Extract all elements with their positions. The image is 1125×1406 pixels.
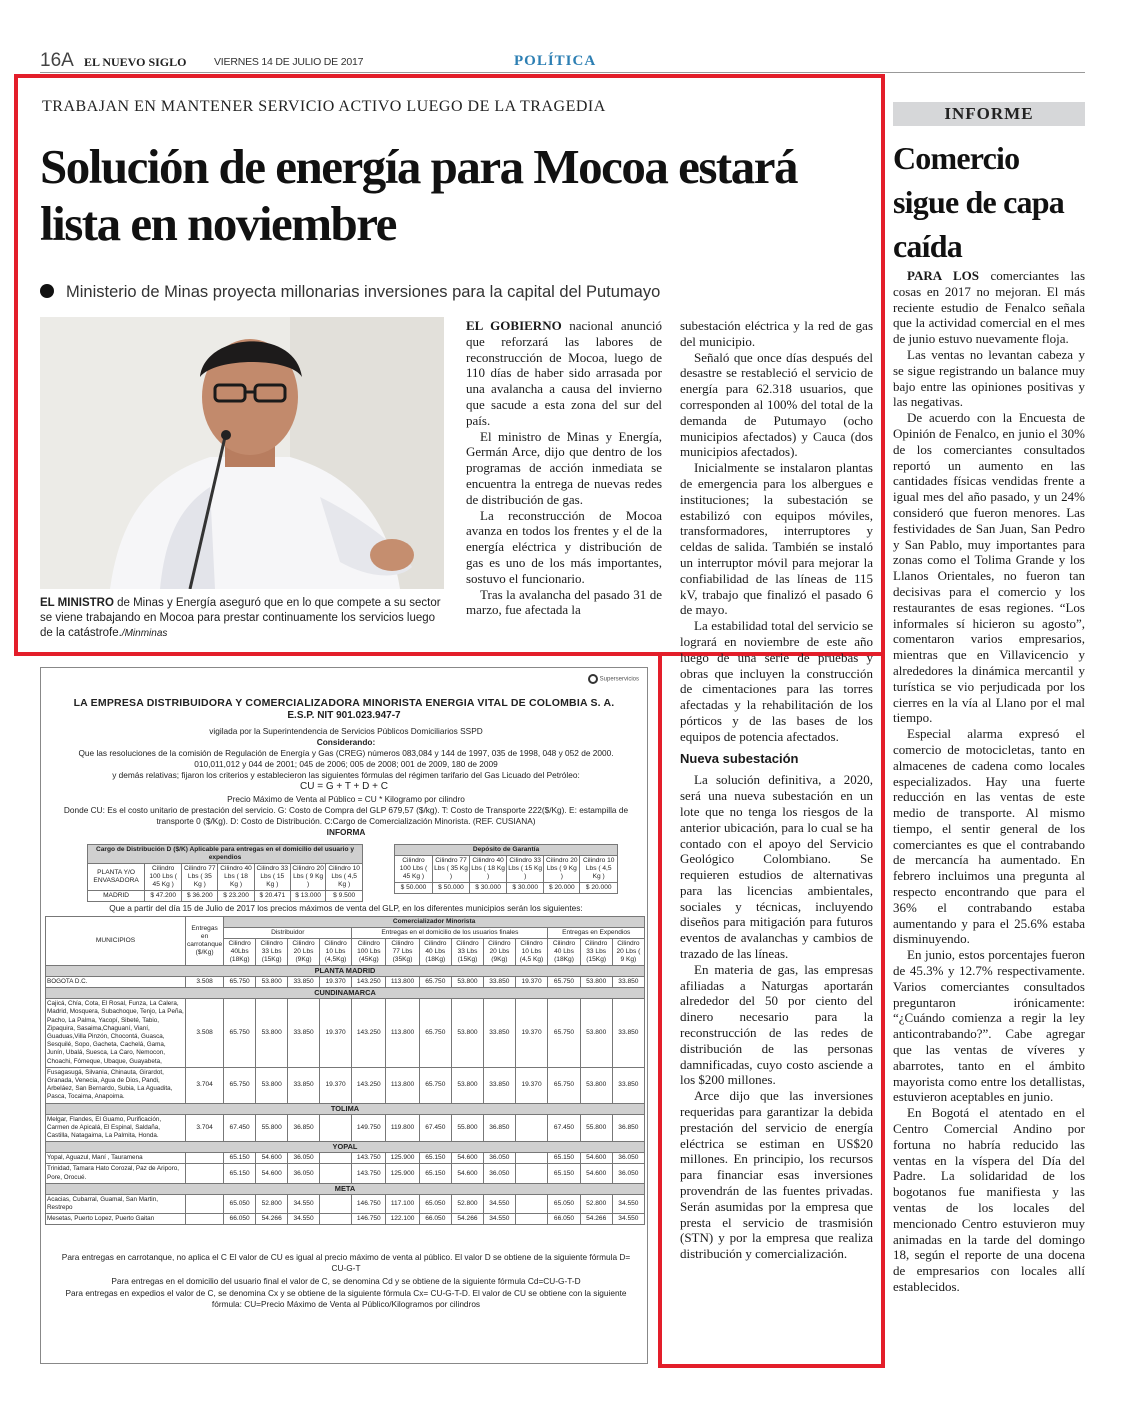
table-cell: 33.850: [288, 977, 320, 988]
table-cell: Trinidad, Tamara Hato Corozal, Paz de Ariporo, Pore, Orocué.: [46, 1164, 186, 1183]
table-cell: 143.750: [352, 1153, 386, 1164]
table-cell: Cilindro 10 Lbs ( 4,5 Kg ): [580, 856, 618, 883]
paragraph: La reconstrucción de Mocoa avanza en todos los frentes y el de la energía eléctrica y distribución de gas es uno de los más importantes, sostuvo el funcionario.: [466, 507, 662, 586]
table-cell: 67.450: [224, 1114, 256, 1142]
table-cell: Cilindro 33 Lbs (15Kg): [451, 939, 483, 966]
table-cell: Yopal, Aguazul, Maní , Tauramena: [46, 1153, 186, 1164]
paragraph: La solución definitiva, a 2020, será una nueva subestación en un lote que no tenga los riesgos de la anterior ubicación, para lo cual se ha contado con el apoyo del Servicio Geológico Colombiano. Se requieren estudios de alternativas para las licencias ambientales, sociales y técnicas, incluyendo diseños para mitigación para futuros eventos de avalanchas y cambios de trazado de las líneas.: [680, 772, 873, 962]
table-section-row: [46, 1103, 645, 1114]
price-table: [45, 916, 645, 1225]
table-cell: 143.750: [352, 1164, 386, 1183]
table-cell: [319, 1214, 351, 1225]
table-cell: [186, 1153, 224, 1164]
table-cell: [515, 1214, 548, 1225]
paragraph: [893, 268, 1085, 347]
table-cell: $ 20.000: [580, 883, 618, 894]
table-cell: 34.550: [288, 1214, 320, 1225]
table-cell: 19.370: [515, 999, 548, 1068]
table-cell: 53.800: [580, 977, 612, 988]
table-cell: 19.370: [319, 977, 351, 988]
paragraph: Las ventas no levantan cabeza y se sigue registrando un balance muy bajo entre las opiniones positivas y las negativas.: [893, 346, 1085, 410]
table-cell: 65.750: [224, 999, 256, 1068]
table-cell: Cilindro 40Lbs (18Kg): [224, 939, 256, 966]
table-cell: 33.850: [484, 977, 516, 988]
table-cell: 113.800: [386, 977, 419, 988]
table-cell: 36.050: [288, 1164, 320, 1183]
table-cell: 54.266: [256, 1214, 288, 1225]
table-cell: YOPAL: [46, 1142, 645, 1153]
table-row: [46, 977, 645, 988]
table-row: [46, 1214, 645, 1225]
table-section-row: [46, 966, 645, 977]
table-cell: 119.800: [386, 1114, 419, 1142]
table-header: MUNICIPIOS: [46, 917, 186, 966]
table-cell: 34.550: [484, 1194, 516, 1213]
table-cell: Cilindro 20 Lbs ( 9 Kg): [612, 939, 644, 966]
table-header: Depósito de Garantía: [395, 845, 618, 856]
table-cell: Fusagasugá, Silvania, Chinauta, Girardot, Granada, Venecia, Agua de Dios, Pandi, Arbeláez, San Bernardo, Subia, La Aguadita, Pasca, Tocaima, Anapoima.: [46, 1067, 186, 1103]
paragraph: Especial alarma expresó el comercio de motocicletas, tanto en almacenes de cadena como locales especializados. Hay una fuerte reducción en las ventas de este medio de transporte. Al mismo tiempo, el sentir general de los comerciantes es que el contrabando de mercancía ha aumentado. En febrero incluimos una pregunta al respecto encontrando que para el 36% el contrabando estaba aumentando y para el 25.6% estaba disminuyendo.: [893, 726, 1085, 947]
paper-name: EL NUEVO SIGLO: [84, 55, 187, 69]
table-cell: [515, 1194, 548, 1213]
table-cell: [515, 1164, 548, 1183]
table-cell: 65.050: [548, 1194, 580, 1213]
table-cell: Cilindro 33 Lbs ( 15 Kg ): [254, 864, 290, 891]
paragraph: En materia de gas, las empresas afiliadas a Naturgas aportarán alrededor del 50 por ciento del dinero necesario para la reconstrucción de las redes de distribución de las personas damnificadas, cuyo costo asciende a los $200 millones.: [680, 961, 873, 1088]
table-cell: CUNDINAMARCA: [46, 988, 645, 999]
table-cell: Cilindro 100 Lbs ( 45 Kg ): [145, 864, 182, 891]
table-cell: META: [46, 1183, 645, 1194]
table-header: Entregas en Expendios: [548, 928, 645, 939]
table-cell: 3.508: [186, 977, 224, 988]
table-cell: Cilindro 77 Lbs ( 35 Kg ): [182, 864, 218, 891]
table-header: Entregas en carrotanque ($/Kg): [186, 917, 224, 966]
table-cell: 55.800: [451, 1114, 483, 1142]
table-cell: 65.050: [419, 1194, 451, 1213]
table-cell: 52.800: [451, 1194, 483, 1213]
caption-credit: /Minminas: [121, 628, 168, 639]
table-cell: Cilindro 40 Lbs (18Kg): [419, 939, 451, 966]
notice-intro-table: Que a partir del día 15 de Julio de 2017 los precios máximos de venta del GLP, en los diferentes municipios serán los siguientes:: [109, 903, 583, 913]
paper-date: VIERNES 14 DE JULIO DE 2017: [214, 56, 364, 68]
table-cell: 65.750: [419, 999, 451, 1068]
informe-label: INFORME: [893, 102, 1085, 126]
table-cell: 113.800: [386, 1067, 419, 1103]
notice-que: Que las resoluciones de la comisión de Regulación de Energía y Gas (CREG) números 083,084 y 144 de 1997, 035 de 1998, 048 y 052 de 2000. 010,011,012 y 044 de 2001; 045 de 2006; 005 de 2008; 001 de 2009, 180 de 2009: [78, 748, 614, 769]
notice-foot-1: Para entregas en carrotanque, no aplica el C El valor de CU es igual al precio máximo de venta al público. El valor D se obtiene de la siguiente fórmula D= CU-G-T: [61, 1252, 631, 1273]
table-cell: [186, 1194, 224, 1213]
paragraph: Arce dijo que las inversiones requeridas para garantizar la debida prestación del servicio de energía eléctrica se estiman en US$20 millones. En principio, los recursos para financiar esas inversiones provendrán de las fuentes privadas. Serán asumidas por la empresa que presta el servicio de trasmisión (STN) y por la empresa que realiza distribución y comercialización.: [680, 1088, 873, 1262]
table-cell: $ 30.000: [507, 883, 544, 894]
table-cell: [515, 1114, 548, 1142]
table-cell: 19.370: [515, 977, 548, 988]
table-cell: 52.800: [580, 1194, 612, 1213]
notice-foot-2: Para entregas en el domicilio del usuario final el valor de C, se denomina Cd y se obtiene de la siguiente fórmula Cd=CU-G-T-D: [111, 1276, 581, 1286]
table-cell: [319, 1153, 351, 1164]
table-cell: 66.050: [224, 1214, 256, 1225]
table-cell: Cilindro 100 Lbs ( 45 Kg ): [395, 856, 433, 883]
table-cell: Cilindro 20 Lbs ( 9 Kg ): [544, 856, 580, 883]
paragraph: El ministro de Minas y Energía, Germán Arce, dijo que dentro de los programas de acción inmediata se encuentra la entrega de nuevas redes de distribución de gas.: [466, 428, 662, 507]
table-cell: Cajicá, Chía, Cota, El Rosal, Funza, La Calera, Madrid, Mosquera, Subachoque, Tenjo, La Peña, Pacho, La Palma, Yacopí, Sibeté, Tabio, Zipaquira, Sasaima,Chaguaní, Vianí, Guaduas,Villa Pinzón, Chocontá, Guasca, Sesquilé, Sopo, Gacheta, Cachelá, Gama, Junín, Ubalá, Suesca, La Caro, Nemocon, Choachi, Fómeque, Ubaque, Guayabeta,: [46, 999, 186, 1068]
table-cell: $ 13.000: [290, 891, 325, 902]
lead-in: PARA LOS: [907, 268, 979, 283]
notice-formula: CU = G + T + D + C: [300, 781, 388, 792]
page-header: [40, 50, 1085, 72]
table-cell: Cilindro 33 Lbs (15Kg): [580, 939, 612, 966]
paragraph-text: comerciantes las cosas en 2017 no mejoran. El más reciente estudio de Fenalco señala que la actividad comercial en el mes de junio estuvo nuevamente floja.: [893, 268, 1085, 347]
table-cell: 19.370: [515, 1067, 548, 1103]
table-cell: 143.250: [352, 1067, 386, 1103]
table-cell: 19.370: [319, 999, 351, 1068]
table-cell: 66.050: [548, 1214, 580, 1225]
table-row: [46, 1067, 645, 1103]
table-cell: BOGOTA D.C.: [46, 977, 186, 988]
table-cell: 54.600: [256, 1164, 288, 1183]
table-cell: [319, 1194, 351, 1213]
table-cell: Cilindro 40 Lbs ( 18 Kg ): [218, 864, 254, 891]
table-row: [46, 1194, 645, 1213]
table-cell: [319, 1114, 351, 1142]
caption-lead: EL MINISTRO: [40, 597, 114, 609]
table-cell: $ 50.000: [395, 883, 433, 894]
table-cell: 33.850: [612, 977, 644, 988]
sidebar-column: [893, 268, 1085, 1295]
subheading: Nueva subestación: [680, 750, 799, 766]
article-headline: Solución de energía para Mocoa estará lista en noviembre: [40, 139, 797, 251]
article-column-1: [466, 318, 662, 618]
table-cell: 33.850: [288, 999, 320, 1068]
table-cell: 65.750: [224, 1067, 256, 1103]
table-cell: 36.050: [612, 1164, 644, 1183]
table-cell: 65.150: [224, 1164, 256, 1183]
notice-donde: Donde CU: Es el costo unitario de prestación del servicio. G: Costo de Compra del GLP 679,57 ($/kg). T: Costo de Transporte 222($/Kg). E: estampilla de transporte 0 ($/Kg). D: Costo de Distribución. C:Cargo de Comercialización Minorista. (REF. CUSIANA): [63, 805, 629, 826]
table-cell: 53.800: [256, 999, 288, 1068]
table-cell: 65.150: [224, 1153, 256, 1164]
table-cell: 53.800: [256, 977, 288, 988]
notice-nit: E.S.P. NIT 901.023.947-7: [287, 710, 401, 721]
table-cell: Cilindro 20 Lbs ( 9 Kg ): [290, 864, 325, 891]
legal-notice: [40, 667, 648, 1364]
table-cell: 53.800: [451, 977, 483, 988]
table-cell: 54.600: [580, 1164, 612, 1183]
table-cell: 65.150: [419, 1153, 451, 1164]
header-rule: [40, 72, 1085, 73]
table-cell: 34.550: [484, 1214, 516, 1225]
paragraph-text: nacional anunció que reforzará las labores de reconstrucción de Mocoa, luego de 110 días de haber sido arrasada por una avalancha a causa del invierno que sacude a esta zona del sur del país.: [466, 318, 663, 428]
table-row: [46, 1153, 645, 1164]
paragraph: En Bogotá el atentado en el Centro Comercial Andino por fortuna no habría reducido las ventas en la víspera del Día del Padre. La solidaridad de los bogotanos fue manifiesta y las ventas de los locales del mencionado Centro estuvieron muy animadas en la tarde del domingo 18, según el reporte de una docena de empresarios con locales allí establecidos.: [893, 1105, 1085, 1294]
table-header: Entregas en el domicilio de los usuarios finales: [352, 928, 548, 939]
table-cell: [186, 1214, 224, 1225]
table-cell: Acacias, Cubarral, Guamal, San Martin, Restrepo: [46, 1194, 186, 1213]
table-cell: 52.800: [256, 1194, 288, 1213]
table-cell: [319, 1164, 351, 1183]
table-cell: 54.600: [451, 1164, 483, 1183]
table-cell: MADRID: [88, 891, 145, 902]
table-cell: 65.150: [548, 1153, 580, 1164]
bullet-icon: [40, 284, 54, 298]
table-cell: $ 30.000: [470, 883, 507, 894]
table-cell: 65.150: [548, 1164, 580, 1183]
logo-text: Superservicios: [599, 676, 639, 683]
table-cell: 34.550: [288, 1194, 320, 1213]
table-cell: 34.550: [612, 1214, 644, 1225]
table-cell: Cilindro 33 Lbs ( 15 Kg ): [507, 856, 544, 883]
table-cell: 53.800: [580, 999, 612, 1068]
paragraph: Señaló que once días después del desastre se restableció el servicio de energía para 62.318 usuarios, que corresponden al 100% del total de la demanda de Putumayo (ocho municipios afectados) y Cauca (dos municipios afectados).: [680, 349, 873, 460]
table-cell: 54.600: [451, 1153, 483, 1164]
table-cell: 33.850: [484, 999, 516, 1068]
table-cell: 143.250: [352, 999, 386, 1068]
table-cell: 54.600: [256, 1153, 288, 1164]
table-cell: 36.850: [484, 1114, 516, 1142]
photo-caption: [40, 596, 450, 641]
notice-precio-max: Precio Máximo de Venta al Público = CU * Kilogramo por cilindro: [227, 794, 465, 804]
table-cell: 36.050: [288, 1153, 320, 1164]
notice-vigilada: vigilada por la Superintendencia de Servicios Públicos Domiciliarios SSPD: [209, 726, 483, 736]
table-cell: 3.508: [186, 999, 224, 1068]
table-cell: 33.850: [612, 999, 644, 1068]
table-cell: 122.100: [386, 1214, 419, 1225]
table-cell: 33.850: [612, 1067, 644, 1103]
table-header: Distribuidor: [224, 928, 352, 939]
logo-icon: [588, 674, 598, 684]
caption-text: de Minas y Energía aseguró que en lo que compete a su sector se viene trabajando en Mocoa para prestar continuamente los servicios luego de la catástrofe.: [40, 597, 441, 639]
table-cell: 149.750: [352, 1114, 386, 1142]
table-cell: 65.750: [419, 1067, 451, 1103]
notice-foot-3: Para entregas en expedios el valor de C, se denomina Cx y se obtiene de la siguiente fórmula Cx= CU-G-T-D. El valor de CU se obtiene con la siguiente fórmula: CU=Precio Máximo de Venta al Público/Kilogramos por cilindros: [65, 1288, 627, 1309]
table-cell: Cilindro 33 Lbs (15Kg): [256, 939, 288, 966]
table-cell: [186, 1164, 224, 1183]
table-cell: 33.850: [484, 1067, 516, 1103]
table-cell: 53.800: [256, 1067, 288, 1103]
table-cell: 53.800: [451, 1067, 483, 1103]
subtitle-text: Ministerio de Minas proyecta millonarias inversiones para la capital del Putumayo: [66, 283, 661, 301]
table-cell: 3.704: [186, 1114, 224, 1142]
table-cell: 146.750: [352, 1214, 386, 1225]
table-header: Cargo de Distribución D ($/K) Aplicable para entregas en el domicilio del usuario y expendios: [88, 845, 363, 864]
table-cell: PLANTA MADRID: [46, 966, 645, 977]
cargo-distribucion-table: [87, 844, 363, 902]
table-cell: $ 9.500: [326, 891, 363, 902]
table-cell: Cilindro 10 Lbs (4,5Kg): [319, 939, 351, 966]
table-cell: Cilindro 10 Lbs ( 4,5 Kg ): [326, 864, 363, 891]
notice-title: LA EMPRESA DISTRIBUIDORA Y COMERCIALIZADORA MINORISTA ENERGIA VITAL DE COLOMBIA S. A.: [73, 697, 615, 709]
notice-informa: INFORMA: [326, 827, 366, 837]
table-cell: 65.750: [548, 999, 580, 1068]
table-cell: Cilindro 100 Lbs (45Kg): [352, 939, 386, 966]
table-cell: 146.750: [352, 1194, 386, 1213]
table-section-row: [46, 988, 645, 999]
table-cell: 65.750: [548, 977, 580, 988]
sidebar-headline: Comercio sigue de capa caída: [893, 140, 1064, 264]
table-cell: 117.100: [386, 1194, 419, 1213]
paragraph: Tras la avalancha del pasado 31 de marzo, fue afectada la: [466, 586, 662, 618]
superservicios-logo: [588, 674, 639, 684]
article-kicker: TRABAJAN EN MANTENER SERVICIO ACTIVO LUEGO DE LA TRAGEDIA: [42, 98, 606, 115]
table-cell: 55.800: [580, 1114, 612, 1142]
table-cell: 36.850: [612, 1114, 644, 1142]
table-cell: Cilindro 20 Lbs (9Kg): [288, 939, 320, 966]
table-cell: PLANTA Y/O ENVASADORA: [88, 864, 145, 891]
table-cell: Cilindro 40 Lbs (18Kg): [548, 939, 580, 966]
table-cell: 125.900: [386, 1153, 419, 1164]
table-cell: 143.250: [352, 977, 386, 988]
table-cell: 113.800: [386, 999, 419, 1068]
paragraph: La estabilidad total del servicio se logrará en noviembre de este año luego de una serie de pruebas y obras que incluyen la construcción de cimentaciones para las torres afectadas y la rehabilitación de los pórticos y de las bases de los equipos de potencia afectados.: [680, 618, 873, 744]
table-cell: 54.266: [580, 1214, 612, 1225]
table-cell: 67.450: [548, 1114, 580, 1142]
deposito-garantia-table: [394, 844, 618, 894]
table-cell: 65.750: [548, 1067, 580, 1103]
minister-photo-illustration: [40, 317, 444, 589]
lead-in: EL GOBIERNO: [466, 318, 562, 333]
table-cell: Cilindro 77 Lbs ( 35 Kg ): [432, 856, 469, 883]
article-subtitle: [40, 283, 660, 302]
table-cell: 36.050: [612, 1153, 644, 1164]
table-cell: $ 50.000: [432, 883, 469, 894]
table-cell: $ 20.471: [254, 891, 290, 902]
table-cell: 36.850: [288, 1114, 320, 1142]
table-cell: $ 36.200: [182, 891, 218, 902]
table-row: [46, 1164, 645, 1183]
table-cell: 53.800: [580, 1067, 612, 1103]
table-cell: 125.900: [386, 1164, 419, 1183]
paragraph: [466, 318, 662, 429]
table-cell: Melgar, Flandes, El Guamo, Purificación, Carmen de Apicalá, El Espinal, Saldaña, Castilla, Natagaima, La Palmita, Honda.: [46, 1114, 186, 1142]
table-cell: 19.370: [319, 1067, 351, 1103]
table-cell: Cilindro 40 Lbs ( 18 Kg ): [470, 856, 507, 883]
table-cell: 65.150: [419, 1164, 451, 1183]
table-cell: 53.800: [451, 999, 483, 1068]
table-header: Comercializador Minorista: [224, 917, 645, 928]
table-cell: 65.050: [224, 1194, 256, 1213]
table-cell: 34.550: [612, 1194, 644, 1213]
table-cell: Mesetas, Puerto Lopez, Puerto Gaitan: [46, 1214, 186, 1225]
table-cell: 36.050: [484, 1153, 516, 1164]
table-cell: 65.750: [419, 977, 451, 988]
table-row: [46, 999, 645, 1068]
table-cell: 55.800: [256, 1114, 288, 1142]
paragraph: subestación eléctrica y la red de gas del municipio.: [680, 318, 873, 349]
table-cell: 67.450: [419, 1114, 451, 1142]
table-cell: Cilindro 20 Lbs (9Kg): [484, 939, 516, 966]
table-cell: 36.050: [484, 1164, 516, 1183]
table-cell: 3.704: [186, 1067, 224, 1103]
table-cell: 66.050: [419, 1214, 451, 1225]
page-number: 16A: [40, 50, 74, 71]
article-column-2: [680, 318, 873, 1262]
table-cell: 54.266: [451, 1214, 483, 1225]
table-cell: [515, 1153, 548, 1164]
table-cell: 33.850: [288, 1067, 320, 1103]
article-photo: [40, 317, 444, 589]
paragraph: En junio, estos porcentajes fueron de 45.3% y 12.7% respectivamente. Varios comerciantes consultados preguntaron irónicamente: “¿Cuándo comienza a regir la ley anticontrabando?”. Cabe agregar que las ventas de víveres y abarrotes, tanto en el ámbito mayorista como entre los detallistas, estuvieron aceptables en junio.: [893, 947, 1085, 1105]
table-row: [46, 1114, 645, 1142]
paragraph: De acuerdo con la Encuesta de Opinión de Fenalco, en junio el 30% de los comerciantes consultados reportó un aumento en las cantidades físicas vendidas frente a igual mes del año pasado, y un 24% consideró que fueron menores. Las festividades de San Juan, San Pedro y San Pablo, muy importantes para zonas como el Tolima Grande y los Llanos Orientales, no fueron tan decisivas para el comercio y los restaurantes de esas regiones. “Los informales sí hicieron su agosto”, comentaron varios empresarios, mientras que en Villavicencio y alrededores la dinámica mercantil y turística se vio perjudicada por los cierres en la vía al Llano por el mal tiempo.: [893, 410, 1085, 726]
table-section-row: [46, 1183, 645, 1194]
table-cell: TOLIMA: [46, 1103, 645, 1114]
table-section-row: [46, 1142, 645, 1153]
notice-demas: y demás relativas; fijaron los criterios y establecieron las siguientes fórmulas del régimen tarifario del Gas Licuado del Petróleo:: [112, 770, 580, 780]
table-cell: 54.600: [580, 1153, 612, 1164]
table-cell: Cilindro 77 Lbs (35Kg): [386, 939, 419, 966]
paragraph: Inicialmente se instalaron plantas de emergencia para los albergues e instituciones; la subestación se estabilizó con equipos móviles, transformadores, interruptores y celdas de salida. También se instaló un interruptor móvil para mejorar la confiabilidad de las líneas de 115 kV, trabajo que finalizó el pasado 6 de mayo.: [680, 460, 873, 618]
table-cell: $ 47.200: [145, 891, 182, 902]
table-cell: 65.750: [224, 977, 256, 988]
table-cell: Cilindro 10 Lbs (4,5 Kg): [515, 939, 548, 966]
table-cell: $ 23.200: [218, 891, 254, 902]
notice-considerando: Considerando:: [316, 737, 376, 747]
table-cell: $ 20.000: [544, 883, 580, 894]
section-name: POLÍTICA: [514, 53, 597, 69]
